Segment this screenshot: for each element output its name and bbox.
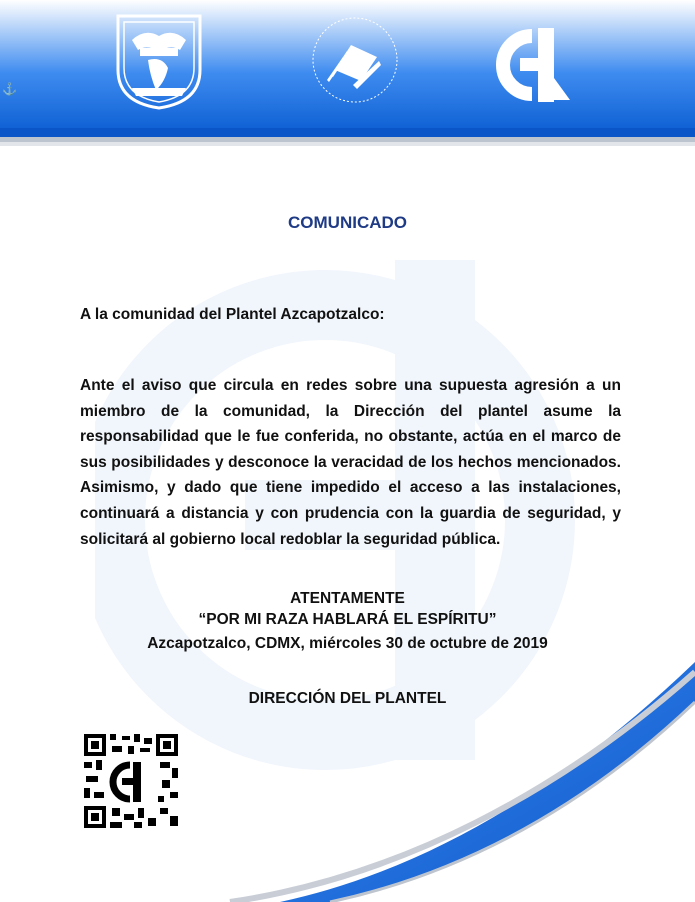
anchor-icon: ⚓ bbox=[2, 82, 17, 96]
signature: DIRECCIÓN DEL PLANTEL bbox=[248, 690, 447, 707]
cch-college-logo bbox=[305, 15, 405, 105]
document-title: COMUNICADO bbox=[288, 213, 407, 232]
closing: ATENTAMENTE bbox=[290, 590, 405, 607]
place-date: Azcapotzalco, CDMX, miércoles 30 de octubre de 2019 bbox=[147, 635, 548, 652]
unam-seal-logo bbox=[110, 10, 208, 110]
greeting: A la comunidad del Plantel Azcapotzalco: bbox=[80, 306, 385, 323]
body-paragraph: Ante el aviso que circula en redes sobre una supuesta agresión a un miembro de la comunidad, la Dirección del plantel asume la responsabilidad que le fue conferida, no obstante, actúa en el marco de sus posibilidades y desconoce la veracidad de los hechos mencionados. Asimismo, y dado que tiene impedido el acceso a las instalaciones, continuará a distancia y con prudencia con la guardia de seguridad, y solicitará al gobierno local redoblar la seguridad pública. bbox=[80, 377, 621, 548]
motto: “POR MI RAZA HABLARÁ EL ESPÍRITU” bbox=[198, 611, 497, 628]
qr-code-icon[interactable] bbox=[82, 732, 180, 830]
ch-logo bbox=[492, 28, 574, 102]
